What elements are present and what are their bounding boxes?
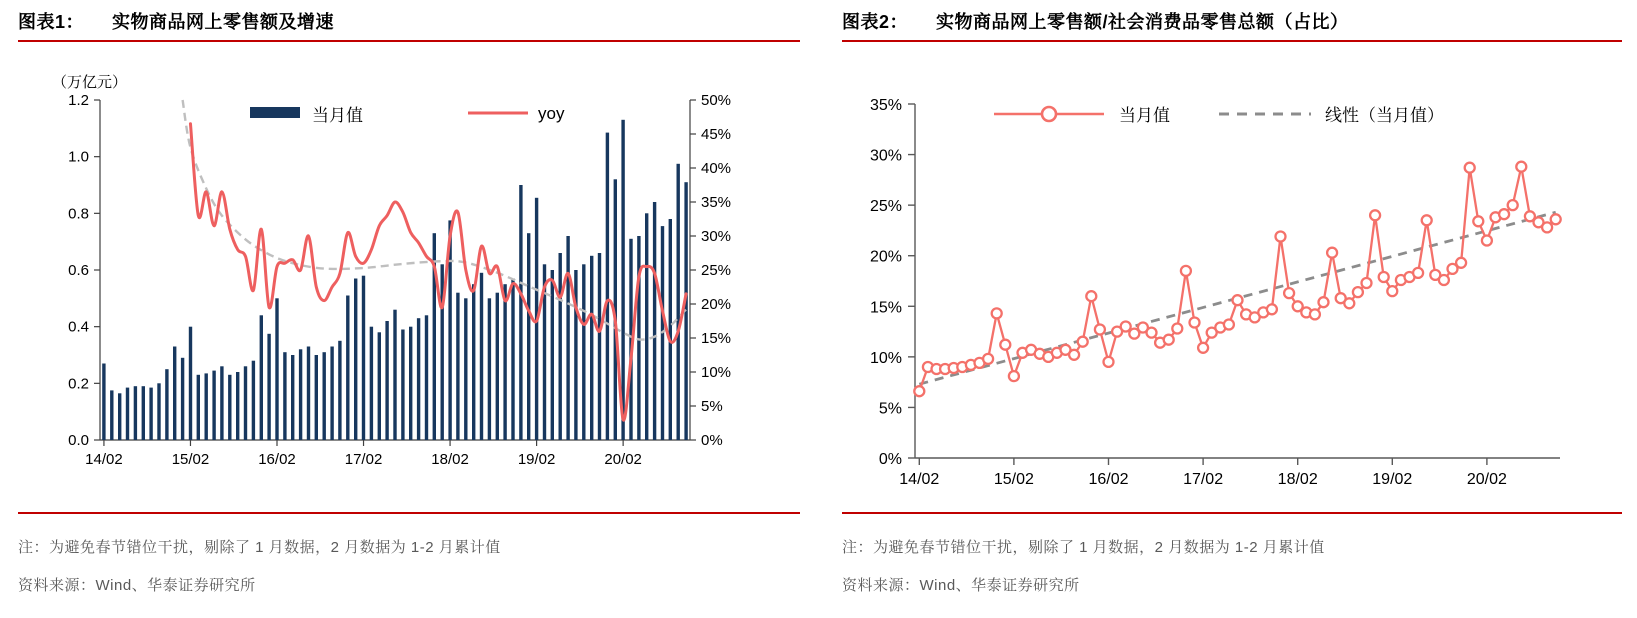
legend-label-monthly-value: 当月值 <box>1119 106 1170 125</box>
legend-marker-circle <box>1042 107 1056 121</box>
chart1-left-axis-tick-label: 1.0 <box>68 148 89 166</box>
legend-label-yoy: yoy <box>538 104 565 123</box>
figure2-title <box>842 8 1349 34</box>
figure1-bottom-rule <box>18 512 800 514</box>
yoy-line <box>190 124 686 420</box>
chart1-left-axis-tick-label: 0.4 <box>68 318 89 336</box>
chart1-left-axis-tick-label: 0.0 <box>68 432 89 449</box>
chart1-right-axis-tick-label: 40% <box>701 160 732 177</box>
chart2-y-axis-tick-label: 25% <box>869 198 902 216</box>
chart2-x-axis-tick-label: 15/02 <box>993 471 1034 488</box>
chart1-right-axis-tick-label: 50% <box>701 92 732 109</box>
chart1-right-axis-tick-label: 20% <box>701 296 732 313</box>
chart1-x-axis-tick-label: 19/02 <box>517 451 556 468</box>
chart2-x-axis-tick-label: 20/02 <box>1466 471 1507 488</box>
chart2-x-axis-tick-label: 14/02 <box>899 471 940 488</box>
chart1-left-axis-tick-label: 1.2 <box>68 92 89 109</box>
chart1-unit-label: （万亿元） <box>52 74 128 91</box>
legend-label-monthly-value: 当月值 <box>312 106 363 125</box>
figure2-title-text: 实物商品网上零售额/社会消费品零售总额（占比） <box>936 12 1349 32</box>
chart2-y-axis-tick-label: 20% <box>869 248 902 266</box>
chart2-y-axis-tick-label: 30% <box>869 147 902 165</box>
chart1-left-axis-tick-label: 0.8 <box>68 205 89 223</box>
chart1-x-axis-tick-label: 14/02 <box>85 451 123 468</box>
figure2-source: 资料来源：Wind、华泰证券研究所 <box>842 577 1080 594</box>
chart1-right-axis-tick-label: 5% <box>701 398 723 415</box>
chart2-x-axis-tick-label: 19/02 <box>1372 471 1413 488</box>
figure1-title-label: 图表1： <box>18 12 85 32</box>
monthly-value-bars <box>102 120 688 440</box>
chart1-x-axis-tick-label: 16/02 <box>258 451 296 468</box>
chart1-x-axis-tick-label: 17/02 <box>344 451 383 468</box>
chart2-y-axis-tick-label: 10% <box>869 349 902 367</box>
chart1-x-axis-tick-label: 20/02 <box>604 451 642 468</box>
figure2-top-rule <box>842 40 1622 42</box>
chart1-right-axis-tick-label: 30% <box>701 228 732 245</box>
chart2-y-axis-tick-label: 0% <box>878 451 902 468</box>
chart2-x-axis-tick-label: 16/02 <box>1088 471 1129 488</box>
chart1-left-axis-tick-label: 0.2 <box>68 375 89 393</box>
chart1-right-axis-tick-label: 15% <box>701 330 732 347</box>
figure2-title-label: 图表2： <box>842 12 909 32</box>
chart1-x-axis-tick-label: 15/02 <box>171 451 210 468</box>
chart1-left-axis-tick-label: 0.6 <box>68 262 89 279</box>
ratio-line-markers <box>914 162 1560 397</box>
figure1-note: 注：为避免春节错位干扰，剔除了 1 月数据，2 月数据为 1-2 月累计值 <box>18 539 501 556</box>
chart2-y-axis-tick-label: 15% <box>869 299 902 317</box>
chart1-canvas <box>0 45 818 505</box>
figure1-source: 资料来源：Wind、华泰证券研究所 <box>18 577 256 594</box>
chart1-right-axis-tick-label: 10% <box>701 364 732 381</box>
figure1-title <box>18 8 334 34</box>
figure2-note: 注：为避免春节错位干扰，剔除了 1 月数据，2 月数据为 1-2 月累计值 <box>842 539 1325 556</box>
chart2-canvas <box>819 45 1637 505</box>
legend-label-linear-trend: 线性（当月值） <box>1325 106 1444 125</box>
chart2-x-axis-tick-label: 18/02 <box>1277 471 1318 488</box>
chart1-x-axis-tick-label: 18/02 <box>431 451 469 468</box>
figure2-bottom-rule <box>842 512 1622 514</box>
chart1-right-axis-tick-label: 0% <box>701 432 723 449</box>
chart1-right-axis-tick-label: 45% <box>701 126 732 143</box>
figure1-top-rule <box>18 40 800 42</box>
legend-bar-swatch <box>250 107 300 118</box>
chart2-y-axis-tick-label: 5% <box>878 400 902 418</box>
chart2-axes <box>908 104 1560 465</box>
chart1-right-axis-tick-label: 35% <box>701 194 732 211</box>
chart2-x-axis-tick-label: 17/02 <box>1183 471 1224 488</box>
chart2-y-axis-tick-label: 35% <box>869 97 902 114</box>
chart1-right-axis-tick-label: 25% <box>701 262 732 279</box>
chart2-legend <box>994 106 1444 125</box>
figure1-title-text: 实物商品网上零售额及增速 <box>112 12 335 32</box>
chart1-legend <box>250 104 565 125</box>
